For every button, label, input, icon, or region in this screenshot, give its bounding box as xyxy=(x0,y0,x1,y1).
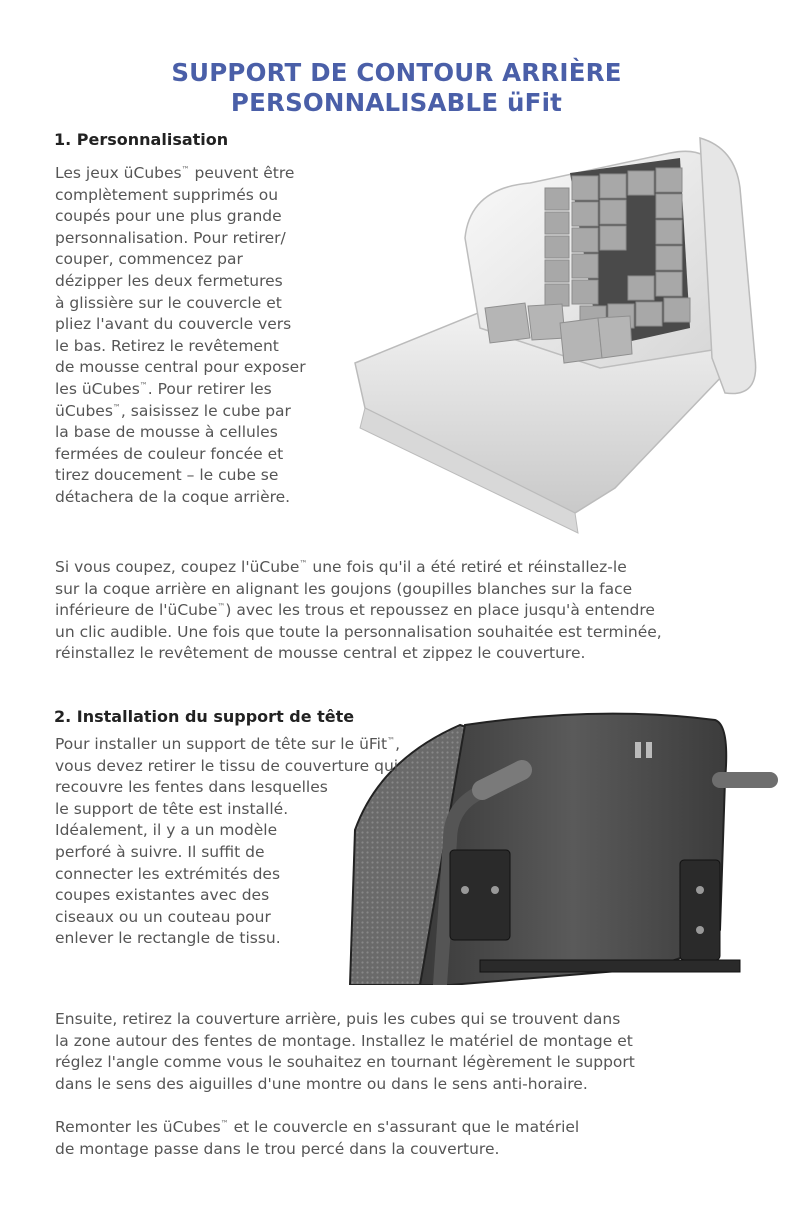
text-line: un clic audible. Une fois que toute la personnalisation souhaitée est terminée, xyxy=(55,622,662,641)
text-line: vous devez retirer le tissu de couverture qui xyxy=(55,756,399,775)
text-line: coupés pour une plus grande xyxy=(55,207,282,226)
section-2-paragraph-1 xyxy=(55,734,400,950)
text-line: la base de mousse à cellules xyxy=(55,423,278,442)
text-line: les üCubes™. Pour retirer les xyxy=(55,379,272,398)
text-line: coupes existantes avec des xyxy=(55,886,270,905)
text-line: dans le sens des aiguilles d'une montre ou dans le sens anti-horaire. xyxy=(55,1074,588,1093)
text-line: la zone autour des fentes de montage. Installez le matériel de montage et xyxy=(55,1031,633,1050)
text-line: à glissière sur le couvercle et xyxy=(55,293,282,312)
back-support-cubes-image xyxy=(340,128,765,543)
text-line: Si vous coupez, coupez l'üCube™ une fois qu'il a été retiré et réinstallez-le xyxy=(55,558,627,576)
text-line: détachera de la coque arrière. xyxy=(55,487,291,506)
text-line: de mousse central pour exposer xyxy=(55,358,306,377)
page-title-line-2: PERSONNALISABLE üFit xyxy=(230,88,563,117)
text-line: recouvre les fentes dans lesquelles xyxy=(55,778,328,797)
text-line: tirez doucement – le cube se xyxy=(55,466,279,485)
text-line: réglez l'angle comme vous le souhaitez en tournant légèrement le support xyxy=(55,1053,635,1072)
text-line: personnalisation. Pour retirer/ xyxy=(55,228,286,247)
text-line: Remonter les üCubes™ et le couvercle en s'assurant que le matériel xyxy=(55,1118,580,1136)
text-line: Les jeux üCubes™ peuvent être xyxy=(55,164,295,182)
text-line: le support de tête est installé. xyxy=(55,799,289,818)
text-line: Idéalement, il y a un modèle xyxy=(55,821,278,840)
text-line: dézipper les deux fermetures xyxy=(55,271,283,290)
section-2-heading: 2. Installation du support de tête xyxy=(54,707,355,726)
text-line: le bas. Retirez le revêtement xyxy=(55,336,279,355)
text-line: Pour installer un support de tête sur le üFit™, xyxy=(55,735,400,753)
text-line: Ensuite, retirez la couverture arrière, puis les cubes qui se trouvent dans xyxy=(55,1010,621,1028)
section-2-paragraph-2 xyxy=(55,1009,635,1095)
text-line: enlever le rectangle de tissu. xyxy=(55,929,281,948)
text-line: de montage passe dans le trou percé dans la couverture. xyxy=(55,1139,500,1158)
text-line: connecter les extrémités des xyxy=(55,864,281,883)
text-line: réinstallez le revêtement de mousse central et zippez le couverture. xyxy=(55,644,586,663)
section-1-paragraph-1 xyxy=(55,163,306,509)
page-title-line-1: SUPPORT DE CONTOUR ARRIÈRE xyxy=(171,58,622,87)
text-line: sur la coque arrière en alignant les goujons (goupilles blanches sur la face xyxy=(55,579,633,598)
page-title xyxy=(0,58,793,118)
text-line: complètement supprimés ou xyxy=(55,185,279,204)
text-line: fermées de couleur foncée et xyxy=(55,444,284,463)
text-line: ciseaux ou un couteau pour xyxy=(55,907,271,926)
text-line: üCubes™, saisissez le cube par xyxy=(55,401,291,420)
text-line: pliez l'avant du couvercle vers xyxy=(55,315,292,334)
section-1-heading: 1. Personnalisation xyxy=(54,130,229,149)
text-line: perforé à suivre. Il suffit de xyxy=(55,842,265,861)
section-1-paragraph-2 xyxy=(55,557,662,665)
text-line: couper, commencez par xyxy=(55,250,243,269)
text-line: inférieure de l'üCube™) avec les trous et repoussez en place jusqu'à entendre xyxy=(55,601,655,620)
section-2-paragraph-3 xyxy=(55,1117,579,1160)
